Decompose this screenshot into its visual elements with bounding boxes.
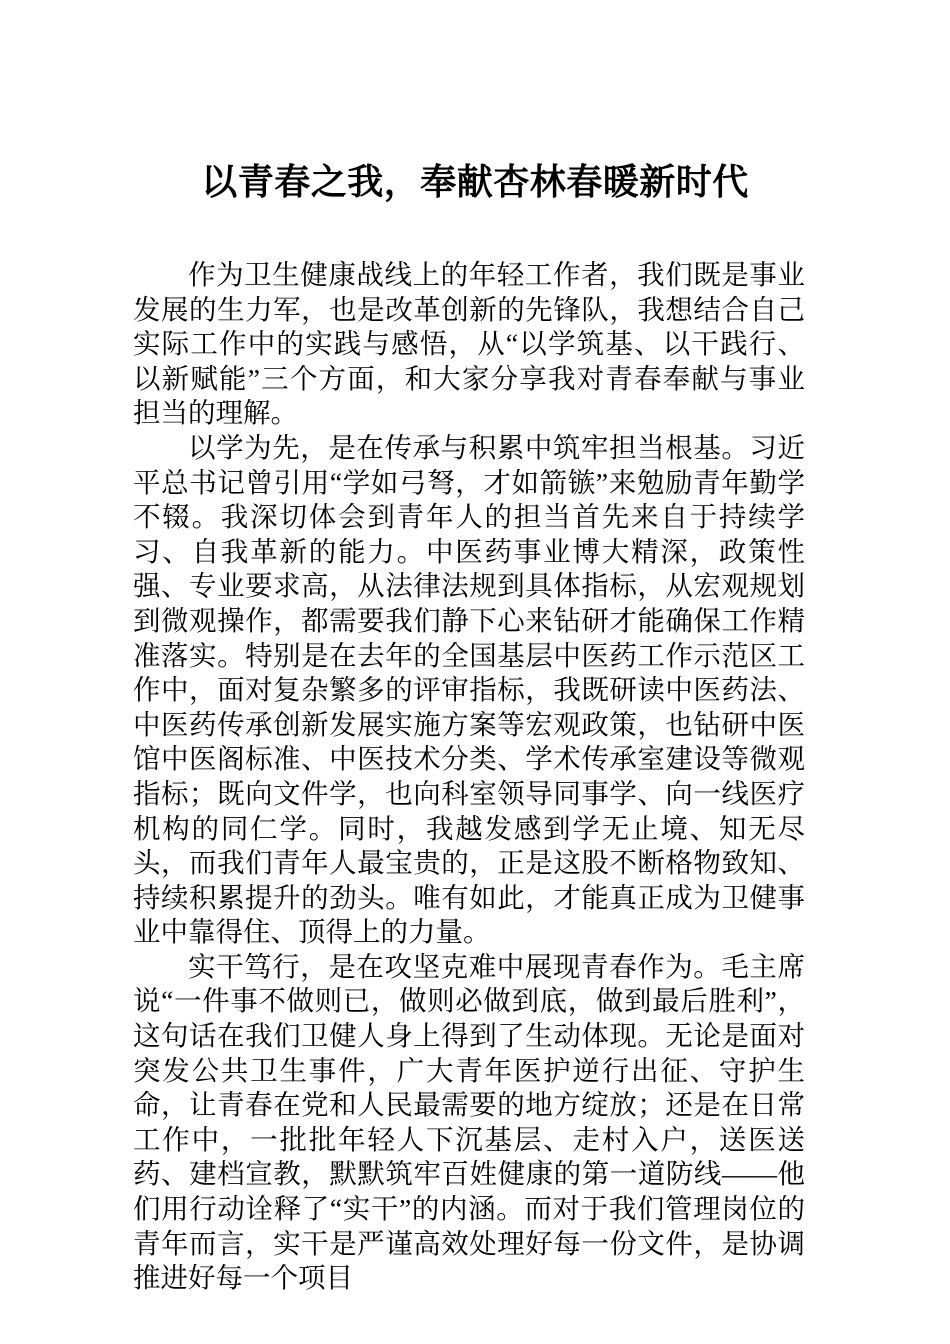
document-title: 以青春之我，奉献杏林春暖新时代 [201, 162, 749, 202]
paragraph-learning: 以学为先，是在传承与积累中筑牢担当根基。习近平总书记曾引用“学如弓弩，才如箭镞”来勉励青年勤学不辍。我深切体会到青年人的担当首先来自于持续学习、自我革新的能力。中医药事业博大精深，政策性强、专业要求高，从法律法规到具体指标，从宏观规划到微观操作，都需要我们静下心来钻研才能确保工作精准落实。特别是在去年的全国基层中医药工作示范区工作中，面对复杂繁多的评审指标，我既研读中医药法、中医药传承创新发展实施方案等宏观政策，也钻研中医馆中医阁标准、中医技术分类、学术传承室建设等微观指标；既向文件学，也向科室领导同事学、向一线医疗机构的同仁学。同时，我越发感到学无止境、知无尽头，而我们青年人最宝贵的，正是这股不断格物致知、持续积累提升的劲头。唯有如此，才能真正成为卫健事业中靠得住、顶得上的力量。 [133, 431, 805, 948]
paragraph-practice: 实干笃行，是在攻坚克难中展现青春作为。毛主席说“一件事不做则已，做则必做到底，做到最后胜利”，这句话在我们卫健人身上得到了生动体现。无论是面对突发公共卫生事件，广大青年医护逆行出征、守护生命，让青春在党和人民最需要的地方绽放；还是在日常工作中，一批批年轻人下沉基层、走村入户，送医送药、建档宣教，默默筑牢百姓健康的第一道防线——他们用行动诠释了“实干”的内涵。而对于我们管理岗位的青年而言，实干是严谨高效处理好每一份文件，是协调推进好每一个项目 [133, 950, 805, 1294]
paragraph-intro: 作为卫生健康战线上的年轻工作者，我们既是事业发展的生力军，也是改革创新的先锋队，我想结合自己实际工作中的实践与感悟，从“以学筑基、以干践行、以新赋能”三个方面，和大家分享我对青春奉献与事业担当的理解。 [133, 259, 805, 429]
document-body [133, 258, 805, 1296]
